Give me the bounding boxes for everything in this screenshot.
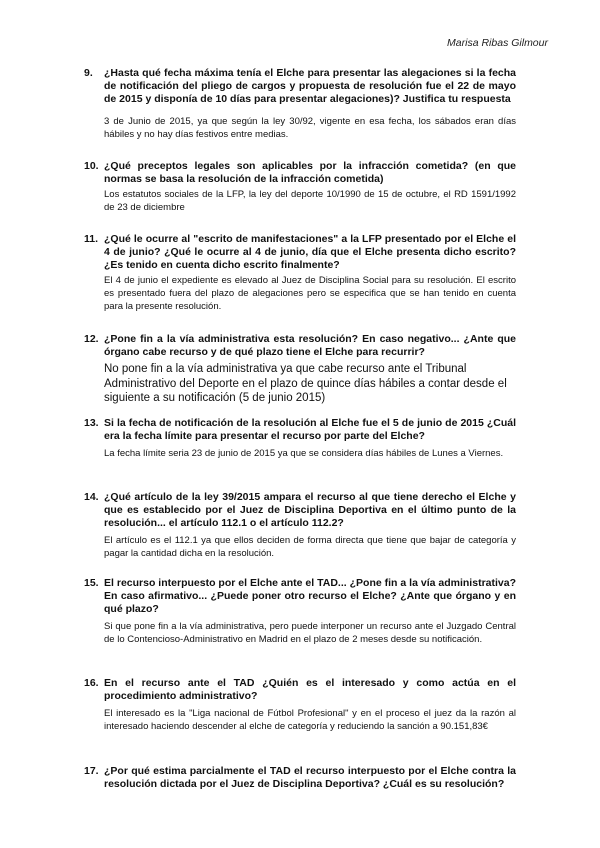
answer-text: La fecha límite seria 23 de junio de 2015 ya que se considera días hábiles de Lunes a Viernes. xyxy=(104,448,504,459)
question-text: ¿Por qué estima parcialmente el TAD el recurso interpuesto por el Elche contra la resolución dictada por el Juez de Disciplina Deportiva? ¿Cuál es su resolución? xyxy=(104,765,516,790)
question-number: 12. xyxy=(84,333,99,345)
question-number: 11. xyxy=(84,233,99,245)
question-15 xyxy=(84,577,516,646)
question-number: 10. xyxy=(84,160,99,172)
question-text: ¿Hasta qué fecha máxima tenía el Elche para presentar las alegaciones si la fecha de notificación del pliego de cargos y propuesta de resolución fue el 22 de mayo de 2015 y disponía de 10 días para presentar alegaciones)? Justifica tu respuesta xyxy=(104,67,516,105)
question-text: El recurso interpuesto por el Elche ante el TAD... ¿Pone fin a la vía administrativa? En caso afirmativo... ¿Puede poner otro recurso el Elche? ¿Ante que órgano y en qué plazo? xyxy=(104,577,516,615)
question-13 xyxy=(84,417,516,460)
question-12 xyxy=(84,333,516,406)
question-16 xyxy=(84,677,516,733)
question-number: 13. xyxy=(84,417,99,429)
answer-text: Los estatutos sociales de la LFP, la ley del deporte 10/1990 de 15 de octubre, el RD 1591/1992 de 23 de diciembre xyxy=(104,189,516,213)
question-number: 17. xyxy=(84,765,99,777)
question-14 xyxy=(84,491,516,560)
question-number: 9. xyxy=(84,67,93,79)
question-text: ¿Pone fin a la vía administrativa esta resolución? En caso negativo... ¿Ante que órgano cabe recurso y de qué plazo tiene el Elche para recurrir? xyxy=(104,333,516,358)
question-10 xyxy=(84,160,516,214)
question-text: ¿Qué artículo de la ley 39/2015 ampara el recurso al que tiene derecho el Elche y que es establecido por el Juez de Disciplina Deportiva en el último punto de la resolución... el artículo 112.1 o el artículo 112.2? xyxy=(104,491,516,529)
answer-text: El interesado es la "Liga nacional de Fútbol Profesional" y en el proceso el juez da la razón al interesado haciendo descender al elche de categoría y reduciendo la sanción a 90.151,83€ xyxy=(104,708,516,732)
answer-text: El artículo es el 112.1 ya que ellos deciden de forma directa que tiene que bajar de categoría y pagar la cantidad dicha en la resolución. xyxy=(104,535,516,559)
answer-text: El 4 de junio el expediente es elevado al Juez de Disciplina Social para su resolución. El escrito es presentado fuera del plazo de alegaciones pero se especifica que se han tenido en cuenta para la presente resolución. xyxy=(104,275,516,312)
question-11 xyxy=(84,233,516,313)
answer-text: No pone fin a la vía administrativa ya que cabe recurso ante el Tribunal Administrativo del Deporte en el plazo de quince días hábiles a contar desde el siguiente a su notificación (5 de junio 2015) xyxy=(104,363,507,404)
answer-text: 3 de Junio de 2015, ya que según la ley 30/92, vigente en esa fecha, los sábados eran días hábiles y no hay días festivos entre medias. xyxy=(104,116,516,140)
question-9 xyxy=(84,67,516,141)
question-text: ¿Qué le ocurre al "escrito de manifestaciones" a la LFP presentado por el Elche el 4 de junio? ¿Qué le ocurre al 4 de junio, día que el Elche presenta dicho escrito? ¿Es tenido en cuenta dicho escrito finalmente? xyxy=(104,233,516,271)
question-text: Si la fecha de notificación de la resolución al Elche fue el 5 de junio de 2015 ¿Cuál era la fecha límite para presentar el recurso por parte del Elche? xyxy=(104,417,516,442)
question-number: 15. xyxy=(84,577,99,589)
question-number: 14. xyxy=(84,491,99,503)
question-text: ¿Qué preceptos legales son aplicables por la infracción cometida? (en que normas se basa la resolución de la infracción cometida) xyxy=(104,160,516,185)
question-number: 16. xyxy=(84,677,99,689)
question-text: En el recurso ante el TAD ¿Quién es el interesado y como actúa en el procedimiento administrativo? xyxy=(104,677,516,702)
author-name: Marisa Ribas Gilmour xyxy=(447,37,548,49)
question-17 xyxy=(84,765,516,791)
answer-text: Si que pone fin a la vía administrativa, pero puede interponer un recurso ante el Juzgado Central de lo Contencioso-Administrativo en Madrid en el plazo de 2 meses desde su notificación. xyxy=(104,621,516,645)
